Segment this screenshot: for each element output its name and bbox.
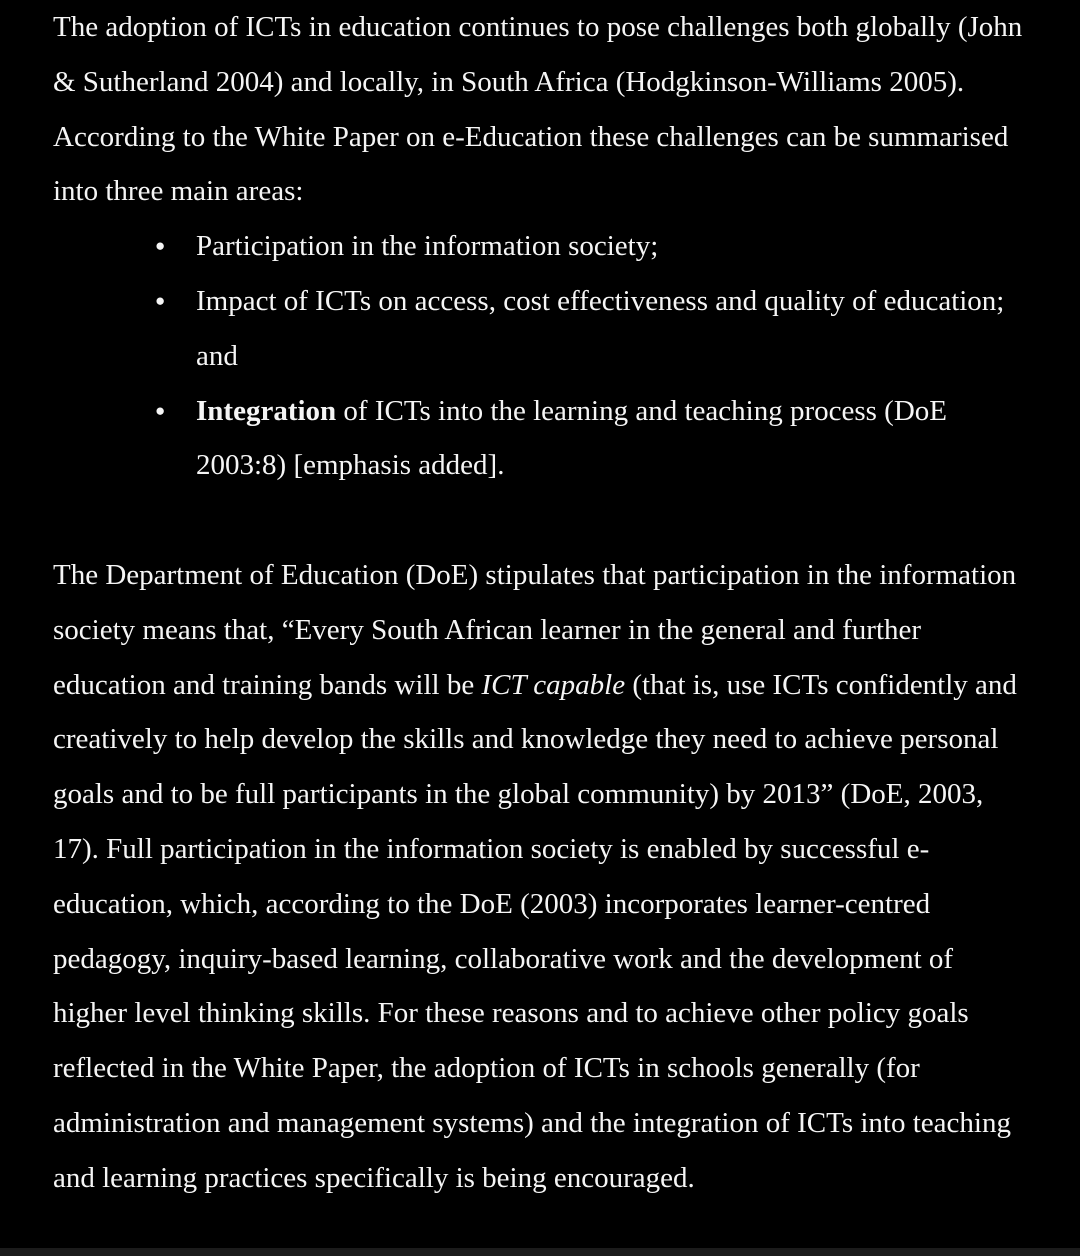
bullet-item-impact — [155, 274, 1028, 384]
bullet-text: Impact of ICTs on access, cost effectiveness and quality of education; and — [196, 284, 1005, 372]
paragraph-doe-italic: ICT capable — [481, 668, 626, 701]
paragraph-doe-lead: The Department of Education (DoE) stipulates that participation in the information society means that, “Every South African learner in the general and further education and training bands will be — [53, 558, 1017, 701]
bullet-item-participation — [155, 219, 1028, 274]
bottom-edge-strip — [0, 1248, 1080, 1256]
blank-line-spacer — [53, 493, 1028, 548]
bullet-bold-lead: Integration — [196, 394, 337, 427]
paragraph-intro: The adoption of ICTs in education continues to pose challenges both globally (John & Sutherland 2004) and locally, in South Africa (Hodgkinson-Williams 2005). According to the White Paper on e-Education these challenges can be summarised into three main areas: — [53, 11, 1023, 208]
paragraph-doe-tail: (that is, use ICTs confidently and creatively to help develop the skills and knowledge they need to achieve personal goals and to be full participants in the global community) by 2013” (DoE, 2003, 17). Full participation in the information society is enabled by successful e-education, which, according to the DoE (2003) incorporates learner-centred pedagogy, inquiry-based learning, collaborative work and the development of higher level thinking skills. For these reasons and to achieve other policy goals reflected in the White Paper, the adoption of ICTs in schools generally (for administration and management systems) and the integration of ICTs into teaching and learning practices specifically is being encouraged. — [53, 668, 1017, 1194]
bullet-text: Participation in the information society; — [196, 230, 659, 263]
bullet-text — [196, 384, 1028, 494]
bullet-rest: of ICTs into the learning and teaching process (DoE 2003:8) [emphasis added]. — [196, 394, 947, 482]
bullet-dot-icon: ● — [155, 236, 166, 256]
paragraph-doe — [53, 548, 1028, 1206]
challenges-bullet-list — [53, 219, 1028, 493]
bullet-dot-icon: ● — [155, 290, 166, 310]
bullet-dot-icon: ● — [155, 400, 166, 420]
bullet-item-integration — [155, 384, 1028, 494]
text-column — [53, 0, 1028, 1206]
